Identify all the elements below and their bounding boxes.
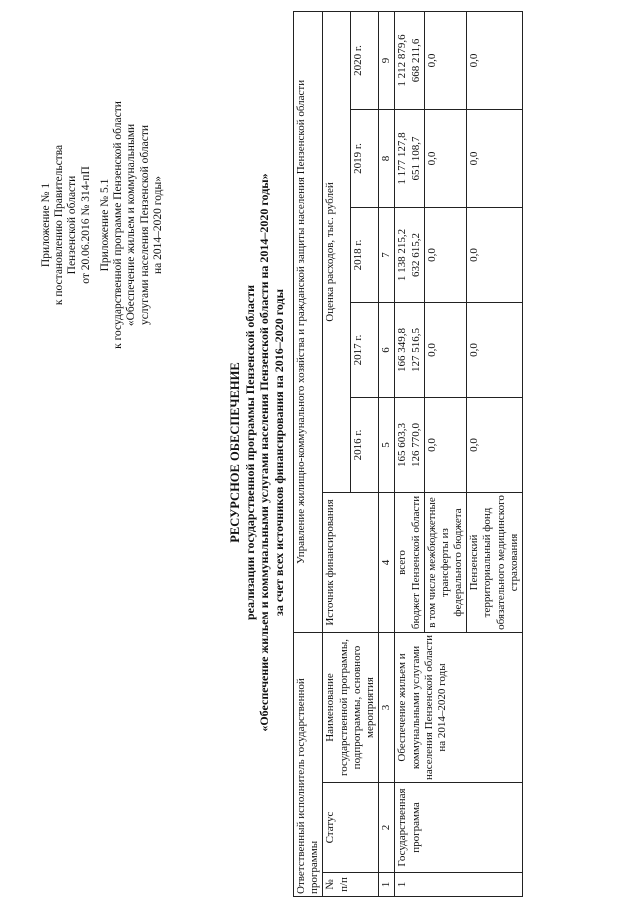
value-budget: 127 516,5 bbox=[409, 327, 422, 372]
document-subtitle: реализации государственной программы Пензенской области bbox=[243, 284, 257, 621]
value-cell bbox=[395, 397, 424, 492]
header-estimate: Оценка расходов, тыс. рублей bbox=[323, 11, 351, 492]
column-number: 9 bbox=[379, 11, 395, 109]
value-federal: 0,0 bbox=[424, 109, 467, 207]
value-cell bbox=[395, 207, 424, 302]
appendix-header bbox=[40, 20, 165, 430]
value-total: 1 212 879,6 bbox=[396, 34, 409, 87]
document-title: РЕСУРСНОЕ ОБЕСПЕЧЕНИЕ bbox=[228, 362, 242, 543]
header-year: 2017 г. bbox=[351, 302, 379, 397]
executor-label: Ответственный исполнитель государственной программы bbox=[294, 632, 323, 896]
source-label bbox=[395, 492, 424, 632]
value-insurance-fund: 0,0 bbox=[467, 207, 523, 302]
header-row bbox=[323, 11, 351, 896]
value-insurance-fund: 0,0 bbox=[467, 11, 523, 109]
header-num: № п/п bbox=[323, 873, 379, 897]
appendix-line: Приложение № 5.1 bbox=[98, 178, 111, 272]
executor-row bbox=[294, 11, 323, 896]
value-total: 1 138 215,2 bbox=[396, 228, 409, 282]
header-source: Источник финансирования bbox=[323, 492, 379, 632]
column-number: 6 bbox=[379, 302, 395, 397]
value-federal: 0,0 bbox=[424, 397, 467, 492]
value-budget: 651 108,7 bbox=[409, 136, 422, 181]
appendix-line: Пензенской области bbox=[66, 175, 79, 275]
value-insurance-fund: 0,0 bbox=[467, 302, 523, 397]
source-budget: бюджет Пензенской области bbox=[409, 495, 422, 630]
column-number: 3 bbox=[379, 632, 395, 782]
value-budget: 668 211,6 bbox=[409, 38, 422, 83]
column-number: 1 bbox=[379, 873, 395, 897]
source-federal: в том числе межбюджетные трансферты из федерального бюджета bbox=[424, 492, 467, 632]
column-number: 2 bbox=[379, 783, 395, 873]
value-cell bbox=[395, 109, 424, 207]
document-title-block bbox=[228, 0, 286, 905]
value-budget: 632 615,2 bbox=[409, 232, 422, 277]
column-number: 8 bbox=[379, 109, 395, 207]
header-name: Наименование государственной программы, подпрограммы, основного мероприятия bbox=[323, 632, 379, 782]
value-total: 165 603,3 bbox=[396, 422, 409, 467]
header-year: 2018 г. bbox=[351, 207, 379, 302]
source-total: всего bbox=[396, 550, 409, 575]
header-year: 2020 г. bbox=[351, 11, 379, 109]
value-insurance-fund: 0,0 bbox=[467, 109, 523, 207]
appendix-line: от 20.06.2016 № 314-пП bbox=[79, 166, 92, 284]
value-insurance-fund: 0,0 bbox=[467, 397, 523, 492]
column-numbers-row bbox=[379, 11, 395, 896]
row-status: Государственная программа bbox=[395, 783, 523, 873]
column-number: 5 bbox=[379, 397, 395, 492]
appendix-line: на 2014–2020 годы» bbox=[151, 176, 164, 274]
funding-period: за счет всех источников финансирования на 2016–2020 годы bbox=[271, 289, 286, 616]
source-insurance-fund: Пензенский территориальный фонд обязательного медицинского страхования bbox=[467, 492, 523, 632]
resource-table bbox=[293, 11, 523, 897]
value-total: 1 177 127,8 bbox=[396, 132, 409, 185]
header-year: 2016 г. bbox=[351, 397, 379, 492]
appendix-line: к постановлению Правительства bbox=[53, 144, 66, 306]
value-cell bbox=[395, 11, 424, 109]
header-status: Статус bbox=[323, 783, 379, 873]
executor-value: Управление жилищно-коммунального хозяйства и гражданской защиты населения Пензенской области bbox=[294, 11, 323, 632]
value-federal: 0,0 bbox=[424, 11, 467, 109]
table-row bbox=[395, 11, 424, 896]
value-cell bbox=[395, 302, 424, 397]
appendix-line: услугами населения Пензенской области bbox=[138, 124, 151, 326]
value-total: 166 349,8 bbox=[396, 327, 409, 372]
value-federal: 0,0 bbox=[424, 302, 467, 397]
value-federal: 0,0 bbox=[424, 207, 467, 302]
row-num: 1 bbox=[395, 873, 523, 897]
column-number: 4 bbox=[379, 492, 395, 632]
column-number: 7 bbox=[379, 207, 395, 302]
header-year: 2019 г. bbox=[351, 109, 379, 207]
value-budget: 126 770,0 bbox=[409, 422, 422, 467]
row-program-name: Обеспечение жильем и коммунальными услугами населения Пензенской области на 2014–2020 годы bbox=[395, 632, 523, 782]
appendix-line: Приложение № 1 bbox=[40, 182, 52, 268]
appendix-line: «Обеспечение жильем и коммунальными bbox=[125, 123, 138, 327]
program-name: «Обеспечение жильем и коммунальными услугами населения Пензенской области на 2014–2020 годы» bbox=[257, 173, 272, 732]
appendix-line: к государственной программе Пензенской области bbox=[112, 101, 125, 349]
